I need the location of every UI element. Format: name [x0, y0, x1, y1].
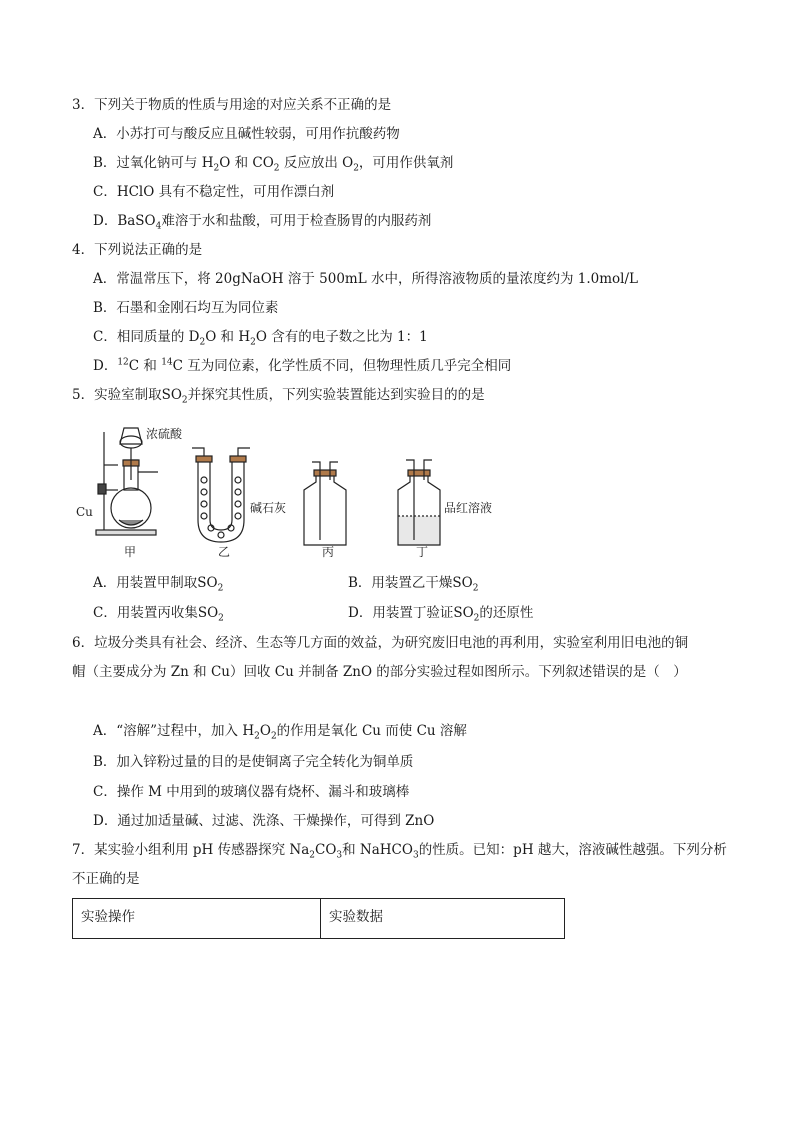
q5-option-c: C．用装置丙收集$SO_2$ [93, 605, 224, 624]
q6-stem-line1: 6．垃圾分类具有社会、经济、生态等几方面的效益，为研究废旧电池的再利用，实验室利用旧电池的铜 [72, 635, 689, 651]
apparatus-diagram [76, 420, 506, 565]
q6-option-b: B．加入锌粉过量的目的是使铜离子完全转化为铜单质 [93, 754, 414, 770]
q6-option-a: A．“溶解”过程中，加入 $H_2O_2$的作用是氧化 Cu 而使 Cu 溶解 [93, 723, 467, 742]
q3-stem: 3．下列关于物质的性质与用途的对应关系不正确的是 [72, 97, 392, 113]
q5-option-d: D．用装置丁验证$SO_2$的还原性 [348, 605, 534, 624]
label-jia: 甲 [124, 545, 137, 559]
q7-stem-line2: 不正确的是 [72, 871, 140, 887]
q5-stem: 5．实验室制取$SO_2$并探究其性质，下列实验装置能达到实验目的的是 [72, 387, 485, 406]
q7-stem-line1: 7．某实验小组利用 pH 传感器探究 $Na_2CO_3$和 NaHCO$_3$的性质。已知：pH 越大，溶液碱性越强。下列分析 [72, 842, 727, 861]
table-header-operation: 实验操作 [72, 898, 321, 939]
label-cu: Cu [76, 505, 93, 519]
apparatus-bing [304, 462, 346, 545]
q3-option-c: C．HClO 具有不稳定性，可用作漂白剂 [93, 184, 335, 200]
q6-option-d: D．通过加适量碱、过滤、洗涤、干燥操作，可得到 ZnO [93, 813, 435, 829]
label-pinred: 品红溶液 [444, 501, 493, 515]
q4-option-b: B．石墨和金刚石均互为同位素 [93, 300, 279, 316]
q4-option-d: D．$^{12}$C 和 $^{14}$C 互为同位素，化学性质不同，但物理性质几乎完全相同 [93, 357, 512, 374]
q5-option-b: B．用装置乙干燥$SO_2$ [348, 575, 479, 594]
table-header-data: 实验数据 [320, 898, 565, 939]
q3-option-b: B．过氧化钠可与 $H_2O$ 和 $CO_2$ 反应放出 $O_2$，可用作供氧剂 [93, 155, 454, 174]
label-lime: 碱石灰 [250, 501, 287, 515]
q4-stem: 4．下列说法正确的是 [72, 242, 203, 258]
q6-stem-line2: 帽（主要成分为 Zn 和 Cu）回收 Cu 并制备 ZnO 的部分实验过程如图所示。下列叙述错误的是（ ） [72, 664, 687, 680]
apparatus-jia [96, 428, 158, 535]
apparatus-ding [398, 460, 440, 545]
label-bing: 丙 [322, 545, 335, 559]
apparatus-yi [192, 448, 250, 542]
q6-option-c: C．操作 M 中用到的玻璃仪器有烧杯、漏斗和玻璃棒 [93, 784, 410, 800]
q3-option-d: D．BaSO$_4$难溶于水和盐酸，可用于检查肠胃的内服药剂 [93, 213, 432, 232]
q5-option-a: A．用装置甲制取$SO_2$ [93, 575, 224, 594]
label-yi: 乙 [218, 545, 231, 559]
q4-option-c: C．相同质量的 $D_2O$ 和 $H_2O$ 含有的电子数之比为 1：1 [93, 329, 428, 348]
label-acid: 浓硫酸 [146, 427, 183, 441]
label-ding: 丁 [416, 545, 429, 559]
q4-option-a: A．常温常压下，将 20gNaOH 溶于 500mL 水中，所得溶液物质的量浓度约为 1.0mol/L [93, 271, 638, 287]
q3-option-a: A．小苏打可与酸反应且碱性较弱，可用作抗酸药物 [93, 126, 400, 142]
